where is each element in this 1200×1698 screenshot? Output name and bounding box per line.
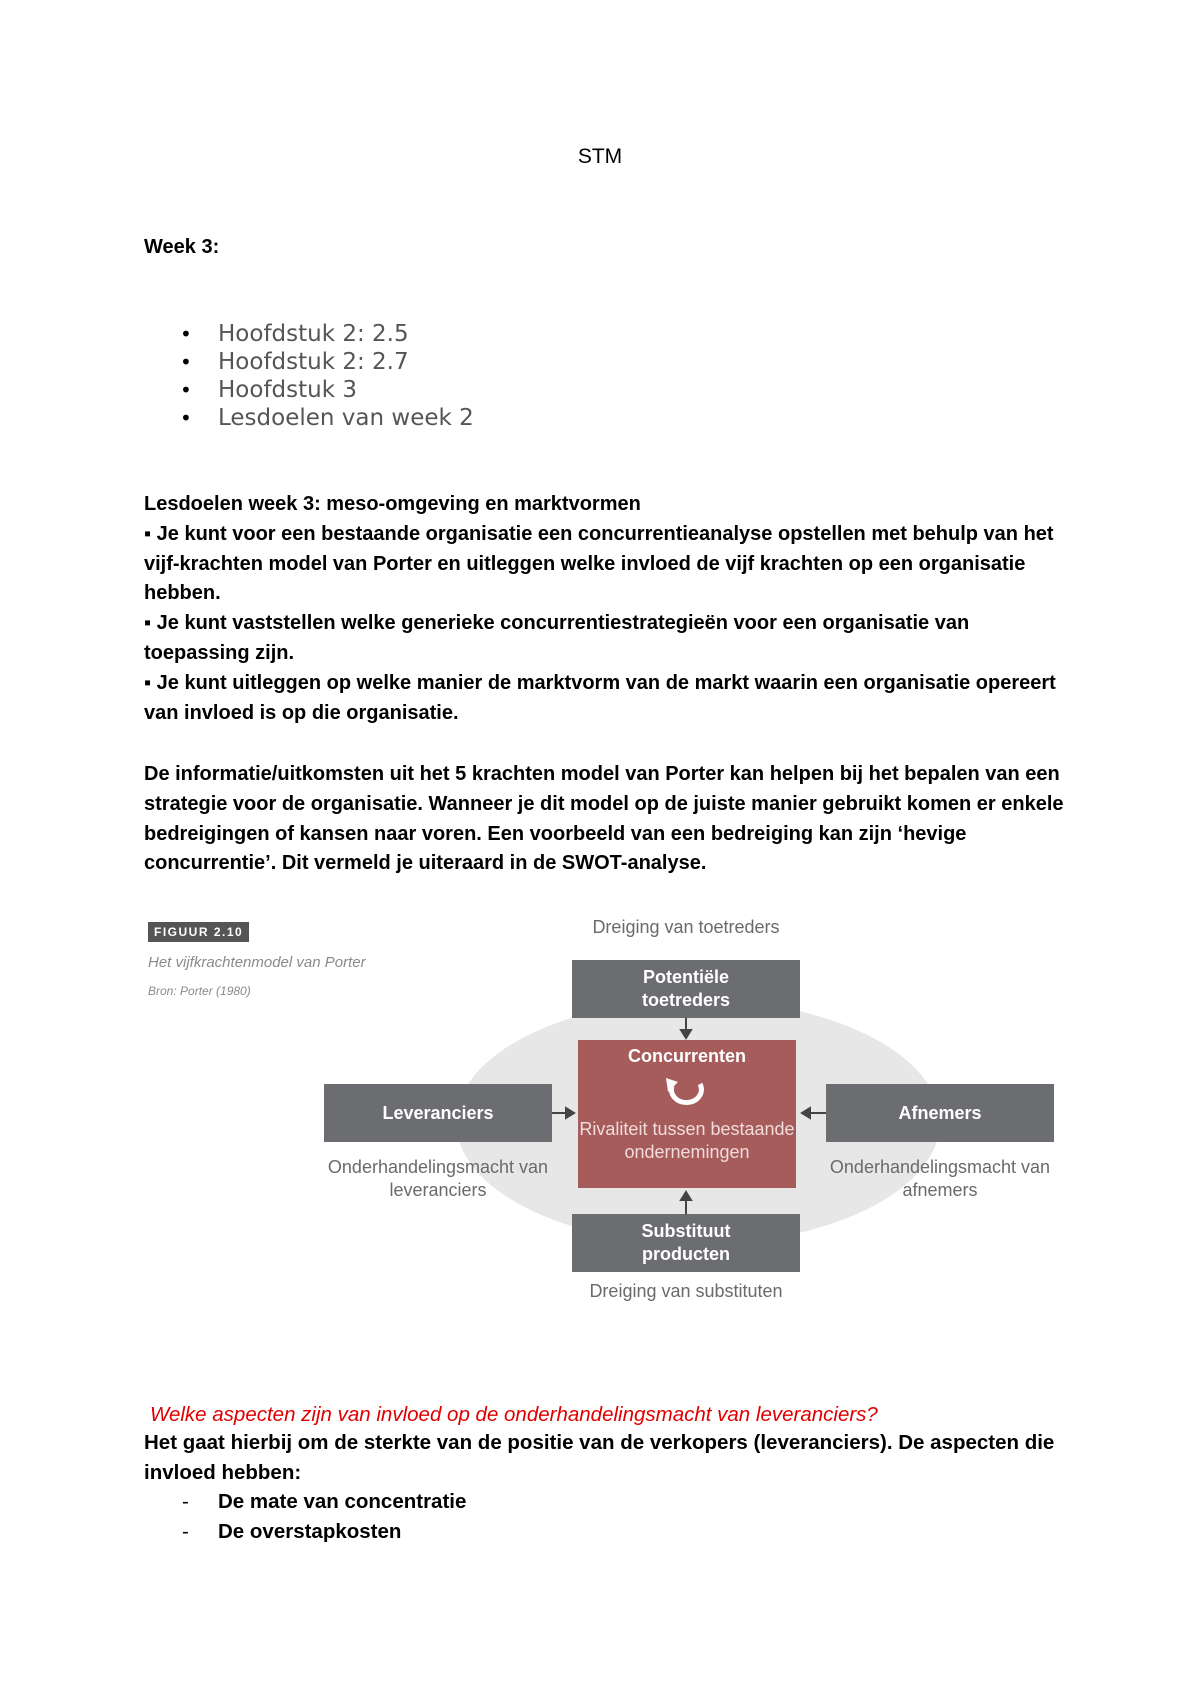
porter-five-forces-figure [148,910,1060,1310]
answer-text: Het gaat hierbij om de sterkte van de positie van de verkopers (leveranciers). De aspecten die invloed hebben: [144,1431,1055,1484]
bullet-icon: • [180,378,192,402]
list-item [176,376,474,404]
figure-source: Bron: Porter (1980) [148,984,251,998]
intro-text: De informatie/uitkomsten uit het 5 krachten model van Porter kan helpen bij het bepalen van een strategie voor de organisatie. Wanneer je dit model op de juiste manier gebruikt komen er enkele bedreigingen of kansen naar voren. Een voorbeeld van een bedreiging kan zijn ‘hevige concurrentie’. Dit vermeld je uiteraard in de SWOT-analyse. [144,763,1064,875]
week-heading: Week 3: [144,236,220,258]
intro-paragraph [144,760,1064,879]
bullet-icon: • [180,350,192,374]
suppliers-text: Leveranciers [382,1102,494,1123]
list-item [176,320,474,348]
learning-goals [144,490,1064,728]
competitors-title: Concurrenten [627,1046,746,1066]
list-item [176,1517,466,1547]
bullet-icon: • [180,406,192,430]
aspects-list [176,1487,466,1546]
goals-heading: Lesdoelen week 3: meso-omgeving en marktvormen [144,493,641,515]
competitors-text: Rivaliteit tussen bestaande ondernemingen [579,1119,795,1162]
potential-entrants-text: Potentiële toetreders [641,967,731,1010]
list-item-text: Hoofdstuk 2: 2.7 [218,349,409,375]
goal-item: ▪ Je kunt voor een bestaande organisatie een concurrentieanalyse opstellen met behulp van het vijf-krachten model van Porter en uitleggen welke invloed de vijf krachten op een organisatie hebben. [144,522,1054,605]
figure-tag: FIGUUR 2.10 [148,922,249,942]
list-item-text: De overstapkosten [218,1519,402,1543]
force-arrows [148,910,1060,1310]
arrowhead-down-icon [681,1030,691,1038]
list-item-text: Hoofdstuk 3 [218,377,357,403]
reading-list [176,320,474,432]
list-item-text: De mate van concentratie [218,1490,467,1513]
list-item [176,1487,466,1517]
dash-icon: - [182,1519,189,1543]
list-item [176,404,474,432]
buyers-text: Afnemers [898,1102,982,1123]
question-heading: Welke aspecten zijn van invloed op de onderhandelingsmacht van leveranciers? [150,1403,878,1426]
threat-entrants-label: Dreiging van toetreders [592,917,780,937]
threat-substitutes-label: Dreiging van substituten [589,1281,783,1301]
arrowhead-up-icon [681,1192,691,1200]
list-item-text: Hoofdstuk 2: 2.5 [218,321,409,347]
dash-icon: - [182,1490,189,1513]
goal-item: ▪ Je kunt vaststellen welke generieke concurrentiestrategieën voor een organisatie van toepassing zijn. [144,612,970,664]
list-item-text: Lesdoelen van week 2 [218,405,474,431]
substitutes-text: Substituut producten [641,1221,731,1264]
arrowhead-left-icon [802,1108,810,1118]
supplier-power-label: Onderhandelingsmacht van leveranciers [327,1157,549,1200]
bullet-icon: • [180,322,192,346]
arrowhead-right-icon [566,1108,574,1118]
buyer-power-label: Onderhandelingsmacht van afnemers [829,1157,1051,1200]
list-item [176,348,474,376]
figure-caption: Het vijfkrachtenmodel van Porter [148,954,366,971]
goal-item: ▪ Je kunt uitleggen op welke manier de marktvorm van de markt waarin een organisatie opereert van invloed is op die organisatie. [144,671,1056,724]
document-title: STM [577,145,623,168]
